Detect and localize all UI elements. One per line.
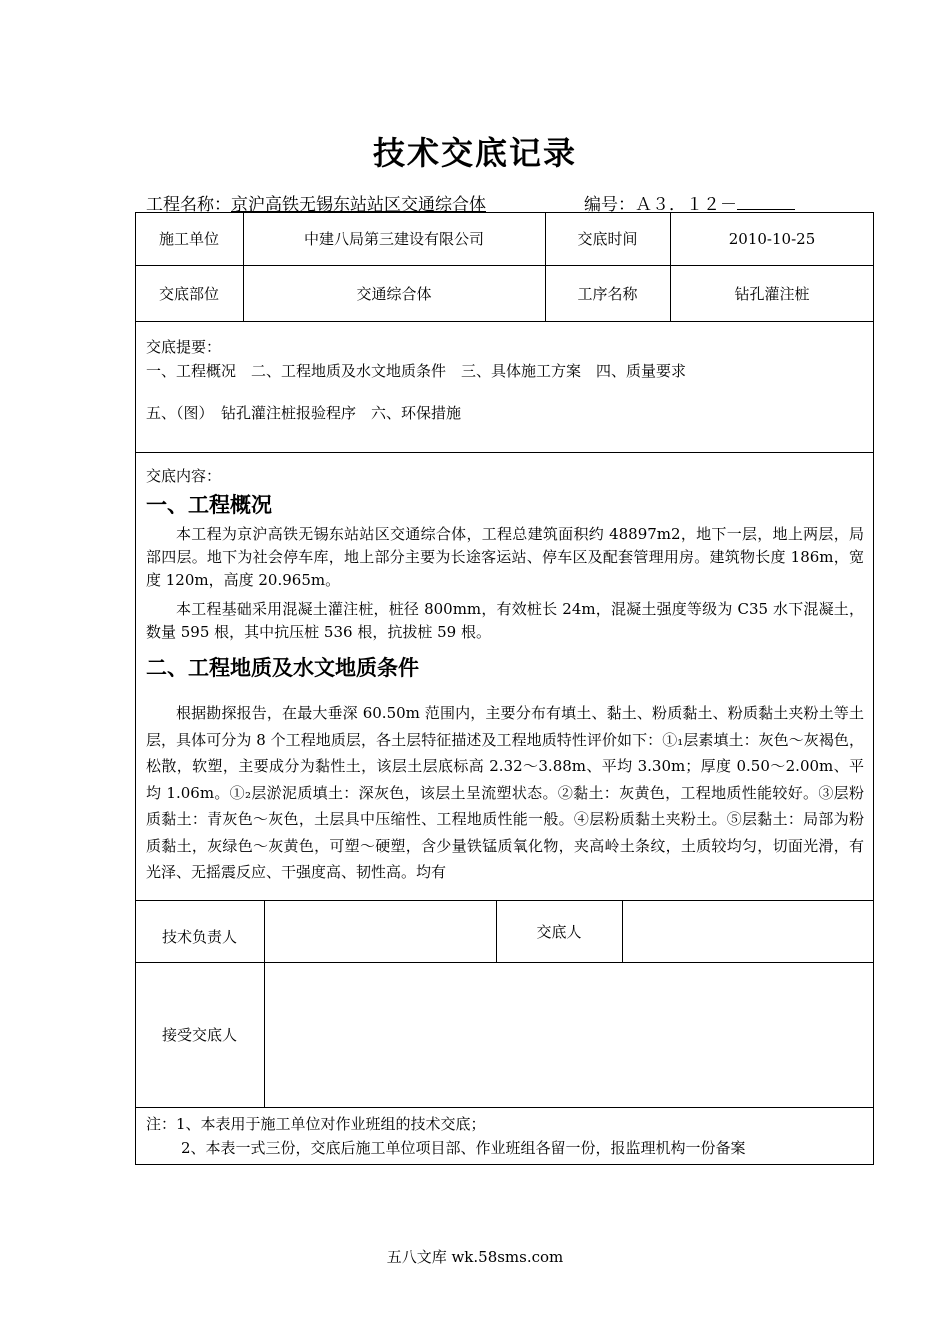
section-2-title: 二、工程地质及水文地质条件 xyxy=(146,656,419,680)
note-line-2: 2、本表一式三份，交底后施工单位项目部、作业班组各留一份，报监理机构一份备案 xyxy=(181,1139,746,1157)
receiver-signature-field[interactable] xyxy=(265,963,873,1106)
process-label: 工序名称 xyxy=(577,284,638,303)
row-divider xyxy=(135,452,874,453)
note-line-1: 注：1、本表用于施工单位对作业班组的技术交底； xyxy=(146,1115,486,1133)
section-1-paragraph-1: 本工程为京沪高铁无锡东站站区交通综合体，工程总建筑面积约 48897m2，地下一层，地上两层，局部四层。地下为社会停车库，地上部分主要为长途客运站、停车区及配套管理用房。建筑物长度 186m，宽度 120m，高度 20.965m。 xyxy=(146,525,864,589)
tech-lead-label: 技术负责人 xyxy=(161,927,237,946)
section-2-paragraph-1: 根据勘探报告，在最大垂深 60.50m 范围内，主要分布有填土、黏土、粉质黏土、粉质黏土夹粉土等土层，具体可分为 8 个工程地质层，各土层特征描述及工程地质特性评价如下：①₁层素填土：灰色～灰褐色，松散，软塑，主要成分为黏性土，该层土层底标高 2.32～3.88m、平均 3.30m；厚度 0.50～2.00m、平均 1.06m。①₂层淤泥质填土：深灰色，该层土呈流塑状态。②黏土：灰黄色，工程地质性能较好。③层粉质黏土：青灰色～灰色，土层具中压缩性、工程地质性能一般。④层粉质黏土夹粉土。⑤层黏土：局部为粉质黏土，灰绿色～灰黄色，可塑～硬塑，含少量铁锰质氧化物，夹高岭土条纹，土质较均匀，切面光滑，有光泽、无摇震反应、干强度高、韧性高。均有 xyxy=(146,704,864,881)
unit-label: 施工单位 xyxy=(158,230,219,248)
part-value: 交通综合体 xyxy=(356,284,432,303)
project-label: 工程名称： xyxy=(146,195,231,215)
receiver-label: 接受交底人 xyxy=(161,1026,237,1044)
header-line xyxy=(146,188,872,214)
summary-label: 交底提要： xyxy=(146,338,222,356)
presenter-signature-field[interactable] xyxy=(623,901,873,961)
row-divider xyxy=(135,321,874,322)
time-label: 交底时间 xyxy=(577,230,638,248)
presenter-label: 交底人 xyxy=(536,922,582,941)
tech-lead-signature-field[interactable] xyxy=(265,901,495,961)
row-divider xyxy=(135,1107,874,1108)
time-value: 2010-10-25 xyxy=(728,229,816,248)
summary-line-1: 一、工程概况 二、工程地质及水文地质条件 三、具体施工方案 四、质量要求 xyxy=(146,362,687,380)
part-label: 交底部位 xyxy=(158,284,219,303)
page-title: 技术交底记录 xyxy=(372,134,577,172)
code-blank[interactable] xyxy=(737,193,795,210)
section-1-title: 一、工程概况 xyxy=(146,493,272,517)
code-label: 编号：Ａ３．１２－ xyxy=(584,195,737,215)
project-name: 京沪高铁无锡东站站区交通综合体 xyxy=(231,195,486,215)
process-value: 钻孔灌注桩 xyxy=(734,284,810,303)
content-label: 交底内容： xyxy=(146,467,222,485)
summary-line-2: 五、（图） 钻孔灌注桩报验程序 六、环保措施 xyxy=(146,404,462,422)
unit-value: 中建八局第三建设有限公司 xyxy=(303,230,484,248)
section-1-paragraph-2: 本工程基础采用混凝土灌注桩，桩径 800mm，有效桩长 24m，混凝土强度等级为 C35 水下混凝土，数量 595 根，其中抗压桩 536 根，抗拔桩 59 根。 xyxy=(146,600,864,641)
footer-watermark: 五八文库 wk.58sms.com xyxy=(386,1248,564,1266)
